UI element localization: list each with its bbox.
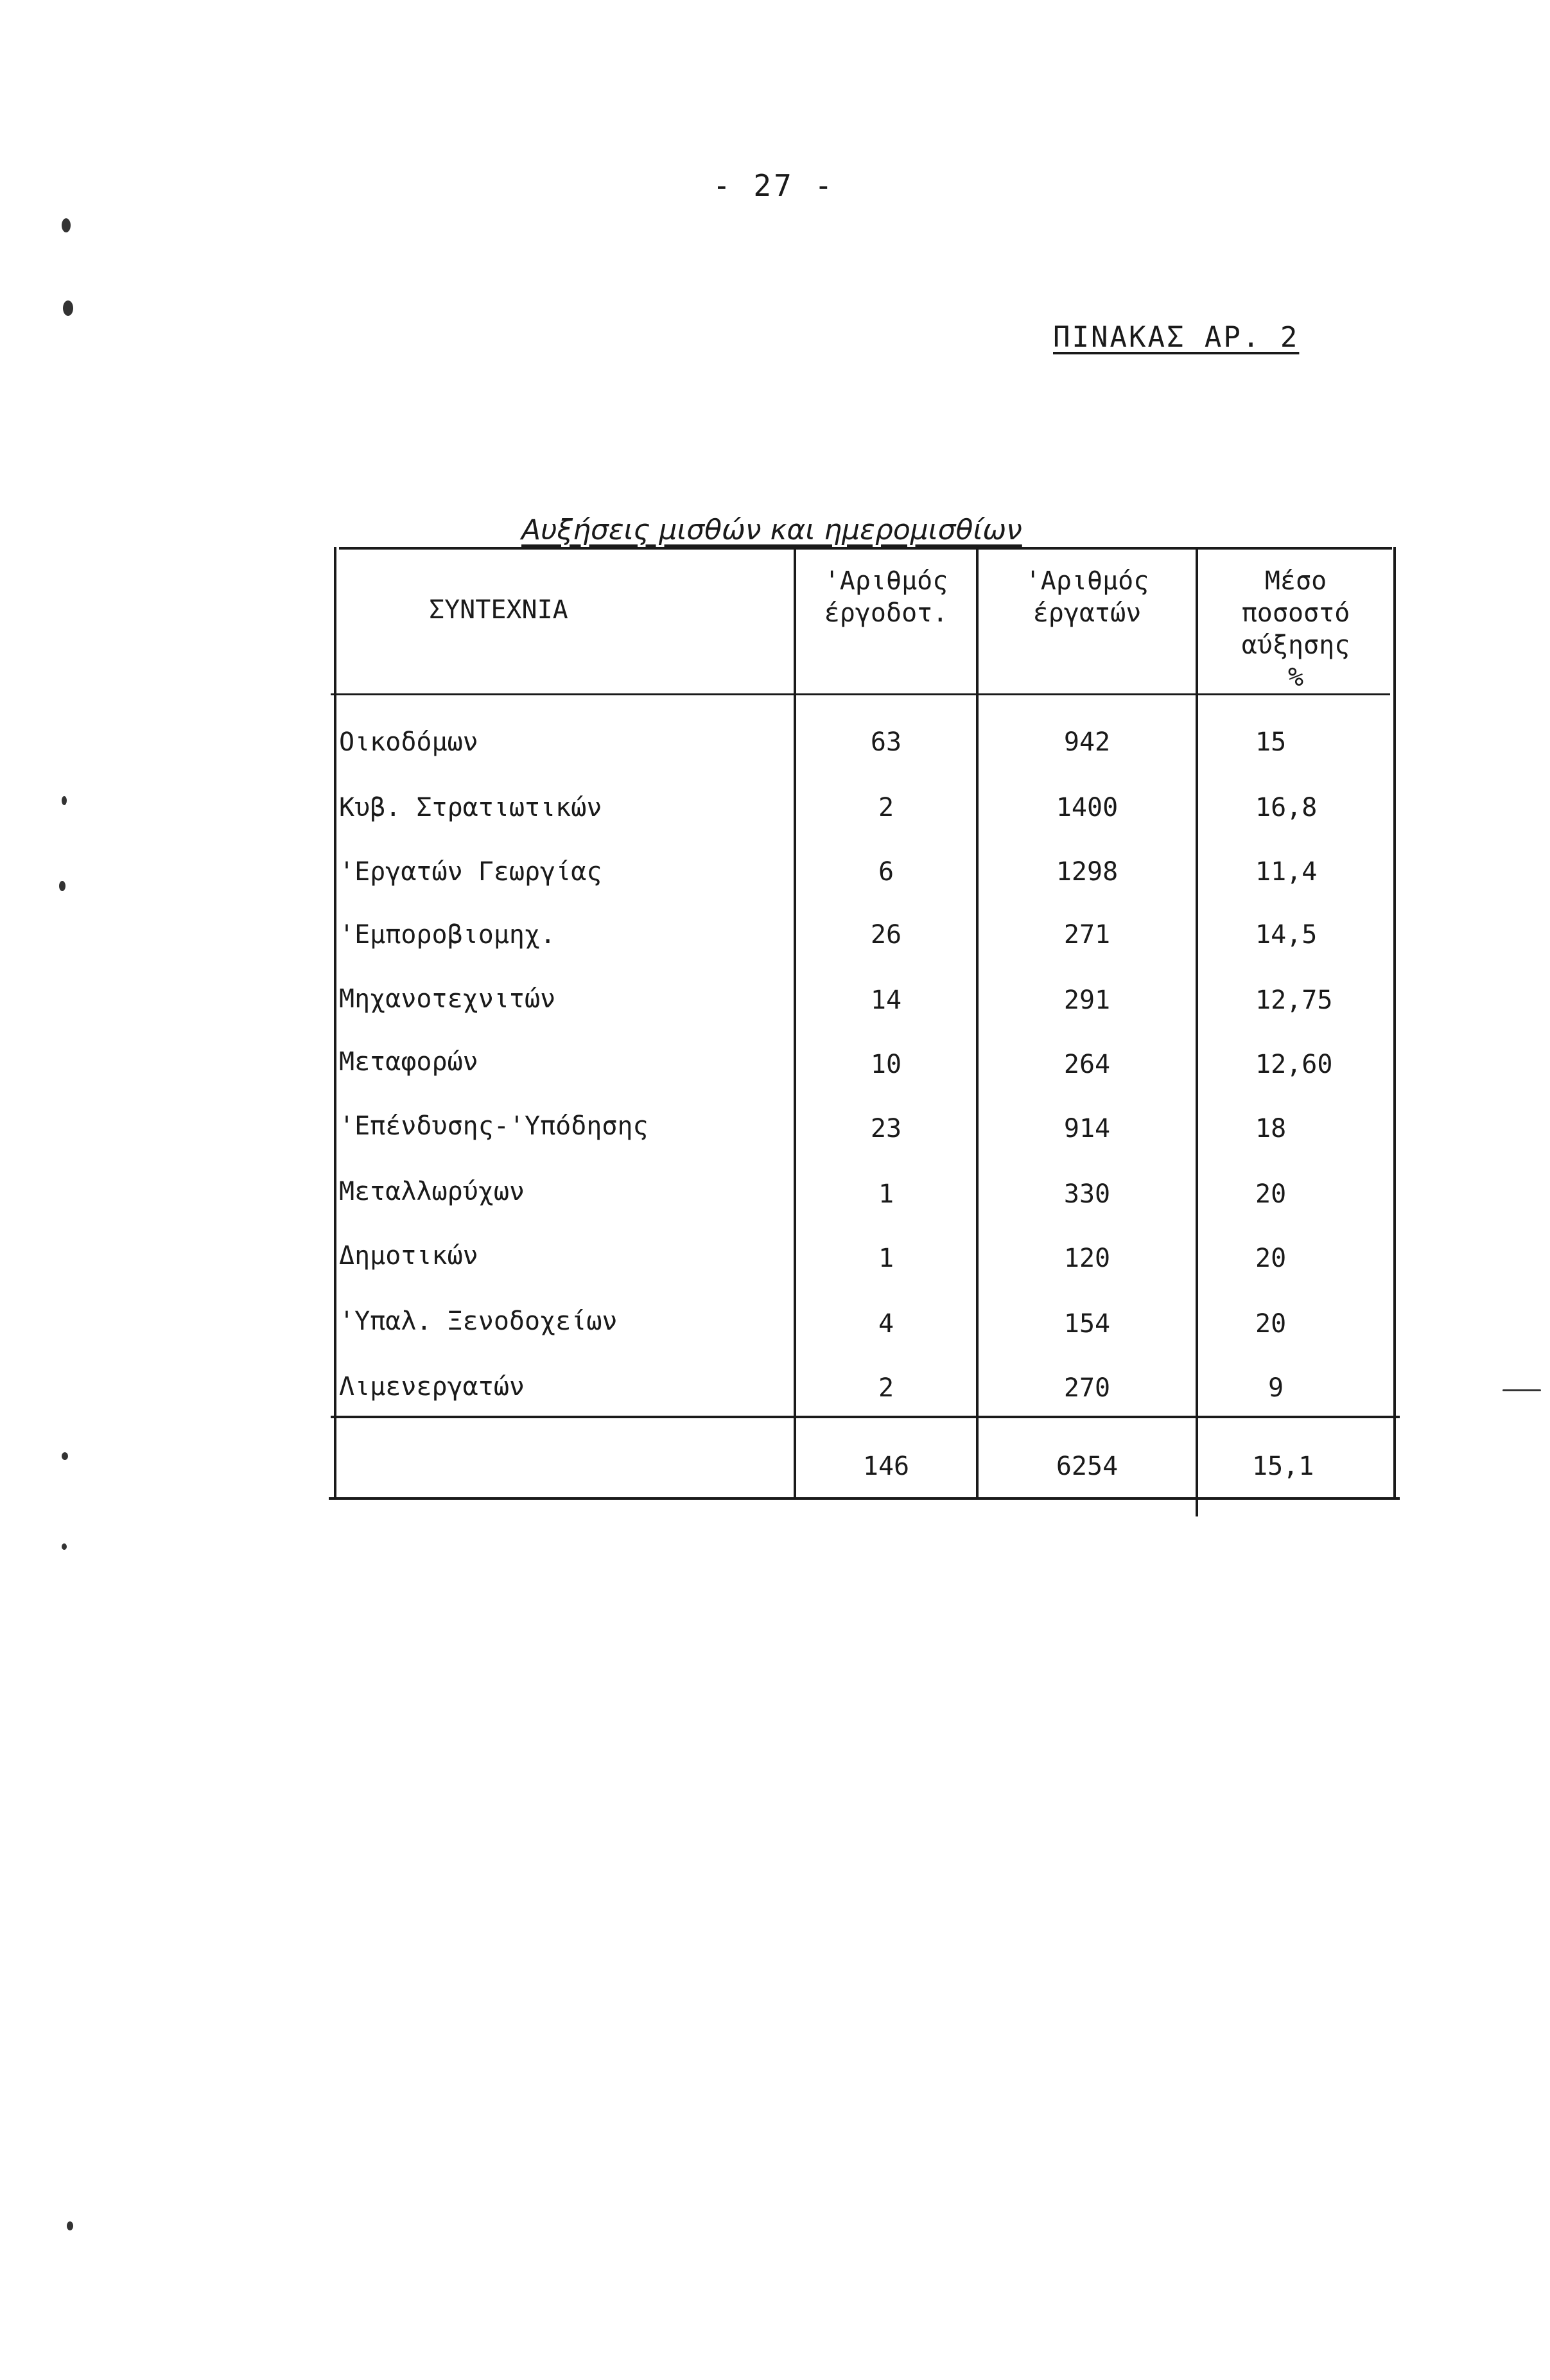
- increase-percent: 11,4: [1255, 857, 1318, 887]
- header-workers-line2: έργατών: [1032, 598, 1142, 628]
- employers-count: 63: [870, 727, 902, 757]
- employers-count: 1: [878, 1244, 894, 1273]
- increase-percent: 9: [1268, 1373, 1284, 1403]
- scan-speck: [63, 300, 73, 316]
- header-workers: [979, 565, 1196, 629]
- employers-count: 6: [878, 857, 894, 887]
- table-caption: Αυξήσεις μισθών και ημερομισθίων: [521, 514, 1022, 546]
- scan-speck: [67, 2221, 73, 2230]
- increase-percent: 12,60: [1255, 1050, 1333, 1079]
- header-increase-line4: %: [1287, 663, 1304, 692]
- total-increase: 15,1: [1252, 1452, 1314, 1481]
- workers-count: 942: [1063, 727, 1111, 757]
- header-increase-line1: Μέσο: [1264, 566, 1327, 596]
- increase-percent: 15: [1255, 727, 1287, 757]
- col-border-left: [334, 547, 336, 1500]
- workers-count: 264: [1063, 1050, 1111, 1079]
- increase-percent: 12,75: [1255, 986, 1333, 1015]
- table-top-border: [339, 547, 1392, 550]
- employers-count: 10: [870, 1050, 902, 1079]
- scan-speck: [62, 1543, 67, 1550]
- col-border-2: [976, 547, 979, 1500]
- workers-count: 271: [1063, 920, 1111, 950]
- header-divider: [331, 693, 1390, 695]
- scan-speck: [1502, 1389, 1541, 1391]
- employers-count: 1: [878, 1179, 894, 1209]
- workers-count: 1400: [1056, 793, 1119, 822]
- table-title: ΠΙΝΑΚΑΣ ΑΡ. 2: [1053, 321, 1300, 354]
- total-workers: 6254: [1056, 1452, 1119, 1481]
- col-border-1: [794, 547, 796, 1500]
- union-name: 'Υπαλ. Ξενοδοχείων: [339, 1307, 618, 1336]
- workers-count: 330: [1063, 1179, 1111, 1209]
- scan-speck: [62, 796, 67, 805]
- employers-count: 2: [878, 793, 894, 822]
- header-increase-line2: ποσοστό: [1241, 598, 1350, 628]
- increase-percent: 16,8: [1255, 793, 1318, 822]
- totals-divider: [331, 1416, 1400, 1418]
- header-union: ΣΥΝΤΕΧΝΙΑ: [429, 595, 568, 625]
- employers-count: 4: [878, 1309, 894, 1339]
- header-increase-line3: αύξησης: [1241, 630, 1350, 660]
- union-name: 'Εργατών Γεωργίας: [339, 857, 602, 887]
- scan-speck: [59, 881, 65, 891]
- union-name: Μεταλλωρύχων: [339, 1177, 525, 1206]
- increase-percent: 18: [1255, 1114, 1287, 1143]
- union-name: Μεταφορών: [339, 1047, 478, 1077]
- workers-count: 914: [1063, 1114, 1111, 1143]
- union-name: Λιμενεργατών: [339, 1372, 525, 1402]
- workers-count: 154: [1063, 1309, 1111, 1339]
- union-name: 'Εμποροβιομηχ.: [339, 920, 556, 950]
- employers-count: 26: [870, 920, 902, 950]
- increase-percent: 20: [1255, 1179, 1287, 1209]
- total-employers: 146: [862, 1452, 910, 1481]
- increase-percent: 20: [1255, 1244, 1287, 1273]
- employers-count: 23: [870, 1114, 902, 1143]
- workers-count: 291: [1063, 986, 1111, 1015]
- workers-count: 120: [1063, 1244, 1111, 1273]
- workers-count: 270: [1063, 1373, 1111, 1403]
- increase-percent: 14,5: [1255, 920, 1318, 950]
- header-employers: [796, 565, 976, 629]
- col-border-right: [1393, 547, 1396, 1500]
- page-number: - 27 -: [713, 168, 835, 203]
- employers-count: 14: [870, 986, 902, 1015]
- union-name: Κυβ. Στρατιωτικών: [339, 793, 602, 822]
- employers-count: 2: [878, 1373, 894, 1403]
- workers-count: 1298: [1056, 857, 1119, 887]
- header-increase: [1198, 565, 1393, 693]
- header-employers-line1: 'Αριθμός: [824, 566, 948, 596]
- header-employers-line2: έργοδοτ.: [824, 598, 948, 628]
- table-bottom-border: [329, 1497, 1400, 1500]
- union-name: Μηχανοτεχνιτών: [339, 984, 556, 1014]
- union-name: 'Επένδυσης-'Υπόδησης: [339, 1111, 649, 1141]
- scan-speck: [62, 1452, 68, 1460]
- union-name: Οικοδόμων: [339, 727, 478, 757]
- union-name: Δημοτικών: [339, 1241, 478, 1271]
- header-workers-line1: 'Αριθμός: [1025, 566, 1149, 596]
- scan-speck: [62, 218, 71, 232]
- increase-percent: 20: [1255, 1309, 1287, 1339]
